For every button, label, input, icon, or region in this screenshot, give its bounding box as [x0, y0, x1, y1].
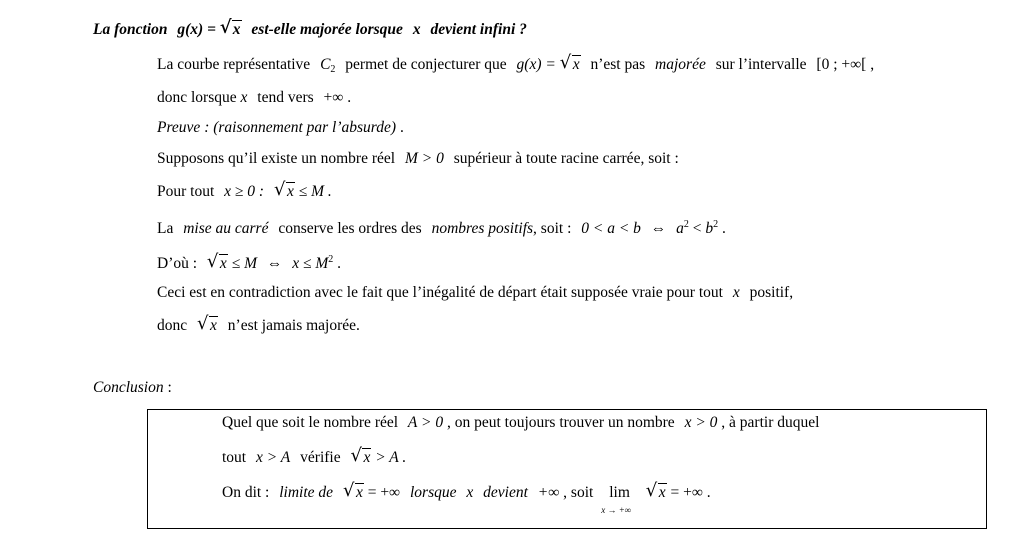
limit-operator: lim x → +∞ — [601, 484, 632, 515]
sqrt-symbol: √ x — [197, 313, 217, 334]
sqrt-symbol: √ x — [645, 480, 666, 501]
line-6: La mise au carré conserve les ordres des nombres positifs, soit : 0 < a < b ⇔ $a^2 < b^2$ . — [157, 219, 726, 237]
heading-end: devient infini ? — [430, 21, 527, 38]
box-line-1: Quel que soit le nombre réel A > 0 , on peut toujours trouver un nombre x > 0 , à partir duquel — [222, 414, 820, 431]
line-8: Ceci est en contradiction avec le fait que l’inégalité de départ était supposée vraie pour tout x positif, — [157, 284, 794, 301]
heading-line — [93, 17, 527, 40]
heading-var: x — [412, 21, 421, 38]
line-5: Pour tout x ≥ 0 : √ x ≤ M . — [157, 179, 332, 200]
heading-suffix: est-elle majorée lorsque — [251, 21, 403, 38]
heading-prefix: La fonction — [93, 21, 168, 38]
conclusion-label: Conclusion : — [93, 379, 172, 396]
sqrt-symbol: √ x — [206, 251, 227, 272]
sqrt-symbol: √ x — [559, 52, 580, 73]
line-4: Supposons qu’il existe un nombre réel M > 0 supérieur à toute racine carrée, soit : — [157, 150, 679, 167]
line-2: donc lorsque x tend vers +∞ . — [157, 89, 352, 106]
box-line-3: On dit : limite de √ x = +∞ lorsque x devient +∞ , soit lim x → +∞ √ x = +∞ . — [222, 480, 711, 515]
sqrt-symbol: √ x — [273, 179, 294, 200]
sqrt-symbol: √ x — [342, 480, 363, 501]
line-1: La courbe représentative $C_2$ permet de conjecturer que g(x) = √ x n’est pas majorée sur l’intervalle [0 ; +∞[ , — [157, 52, 875, 75]
sqrt-symbol: √ x — [350, 445, 371, 466]
heading-gx: g(x) = — [177, 21, 216, 38]
box-line-2: tout x > A vérifie √ x > A . — [222, 445, 407, 466]
sqrt-symbol: √ x — [219, 17, 241, 38]
line-3: Preuve : (raisonnement par l’absurde) . — [157, 119, 404, 136]
line-7: D’où : √ x ≤ M ⇔ $x \le M^2$ . — [157, 251, 342, 272]
line-9: donc √ x n’est jamais majorée. — [157, 313, 360, 334]
